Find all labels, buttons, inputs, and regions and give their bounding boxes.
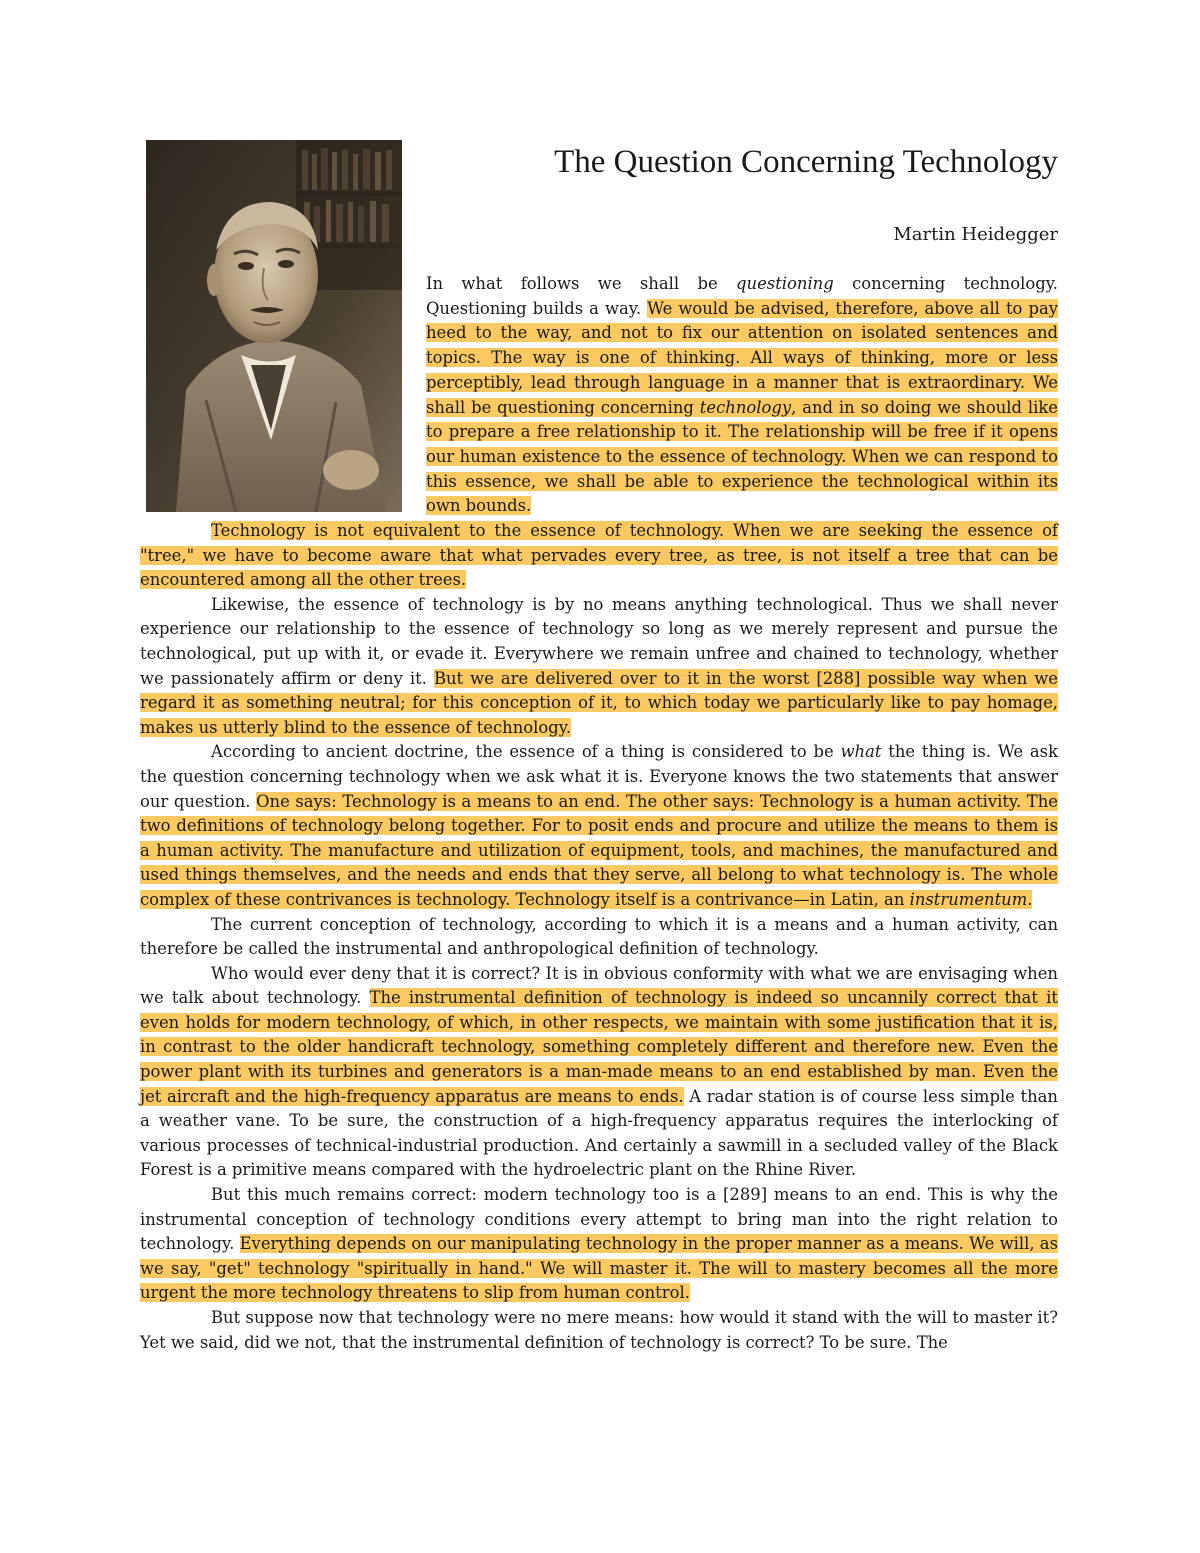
paragraph [140,519,1058,593]
text-run: Who would ever deny that it is correct? It is in obvious conformity with what we are envisaging when we talk about technology. [140,963,1058,1008]
text-run: concerning technology. Questioning builds a way. [426,274,1058,318]
intro-paragraph [426,272,1058,519]
text-run: But this much remains correct: modern technology too is a [289] means to an end. This is why the instrumental conception of technology conditions every attempt to bring man into the right relation to technology. [140,1185,1058,1254]
highlighted-text: We would be advised, therefore, above all to pay heed to the way, and not to fix our attention on isolated sentences and topics. The way is one of thinking. All ways of thinking, more or less perceptibly, lead through language in a manner that is extraordinary. We shall be questioning concerning [426,298,1058,417]
document-title: The Question Concerning Technology [554,144,1058,180]
author-name: Martin Heidegger [893,224,1058,245]
text-run: But suppose now that technology were no mere means: how would it stand with the will to master it? Yet we said, did we not, that the instrumental definition of technology is correct? To be sure. The [140,1308,1058,1352]
paragraph [140,1183,1058,1306]
paragraph [140,1306,1058,1355]
text-run [840,742,881,761]
highlighted-text [700,398,791,417]
text-run: A radar station is of course less simple than a weather vane. To be sure, the construction of a high-frequency apparatus requires the interlocking of various processes of technical-industrial production. And certainly a sawmill in a secluded valley of the Black Forest is a primitive means compared with the hydroelectric plant on the Rhine River. [140,1086,1058,1180]
highlighted-text: One says: Technology is a means to an end. The other says: Technology is a human activity. The two definitions of technology belong together. For to posit ends and procure and utilize the means to them is a human activity. The manufacture and utilization of equipment, tools, and machines, the manufactured and used things themselves, and the needs and ends that they serve, all belong to what technology is. The whole complex of these contrivances is technology. Technology itself is a contrivance—in Latin, an [140,791,1058,909]
highlighted-text: , and in so doing we should like to prepare a free relationship to it. The relationship will be free if it opens our human existence to the essence of technology. When we can respond to this essence, we shall be able to experience the technological within its own bounds. [426,397,1058,516]
author-portrait [146,140,402,512]
body-text [140,519,1058,1355]
italic-text: what [840,742,882,762]
paragraph [140,593,1058,741]
highlighted-text [910,890,1028,909]
italic-text: questioning [736,274,834,293]
italic-text: technology [699,397,792,417]
highlighted-text: Everything depends on our manipulating technology in the proper manner as a means. We will, as we say, "get" technology "spiritually in hand." We will master it. The will to mastery becomes all the more urgent the more technology threatens to slip from human control. [140,1234,1058,1303]
italic-text: instrumentum [909,889,1028,909]
text-run: The current conception of technology, according to which it is a means and a human activity, can therefore be called the instrumental and anthropological definition of technology. [140,914,1058,959]
highlighted-text: . [1027,889,1033,909]
paragraph [140,740,1058,912]
paragraph [140,913,1058,962]
text-run: According to ancient doctrine, the essence of a thing is considered to be [211,742,841,762]
author-portrait-image [146,140,402,512]
paragraph [140,962,1058,1183]
text-run [736,274,834,293]
highlighted-text: The instrumental definition of technology is indeed so uncannily correct that it even holds for modern technology, of which, in other respects, we maintain with some justification that it is, in contrast to the older handicraft technology, something completely different and therefore new. Even the power plant with its turbines and generators is a man-made means to an end established by man. Even the jet aircraft and the high-frequency apparatus are means to ends. [140,988,1058,1106]
text-run: In what follows we shall be [426,274,737,293]
highlighted-text: But we are delivered over to it in the worst [288] possible way when we regard it as something neutral; for this conception of it, to which today we particularly like to pay homage, makes us utterly blind to the essence of technology. [140,668,1058,737]
highlighted-text: Technology is not equivalent to the essence of technology. When we are seeking the essence of "tree," we have to become aware that what pervades every tree, as tree, is not itself a tree that can be encountered among all the other trees. [140,521,1058,590]
text-run: Likewise, the essence of technology is by no means anything technological. Thus we shall never experience our relationship to the essence of technology so long as we merely represent and pursue the technological, put up with it, or evade it. Everywhere we remain unfree and chained to technology, whether we passionately affirm or deny it. [140,594,1058,688]
text-run: the thing is. We ask the question concerning technology when we ask what it is. Everyone knows the two statements that answer our question. [140,742,1058,811]
